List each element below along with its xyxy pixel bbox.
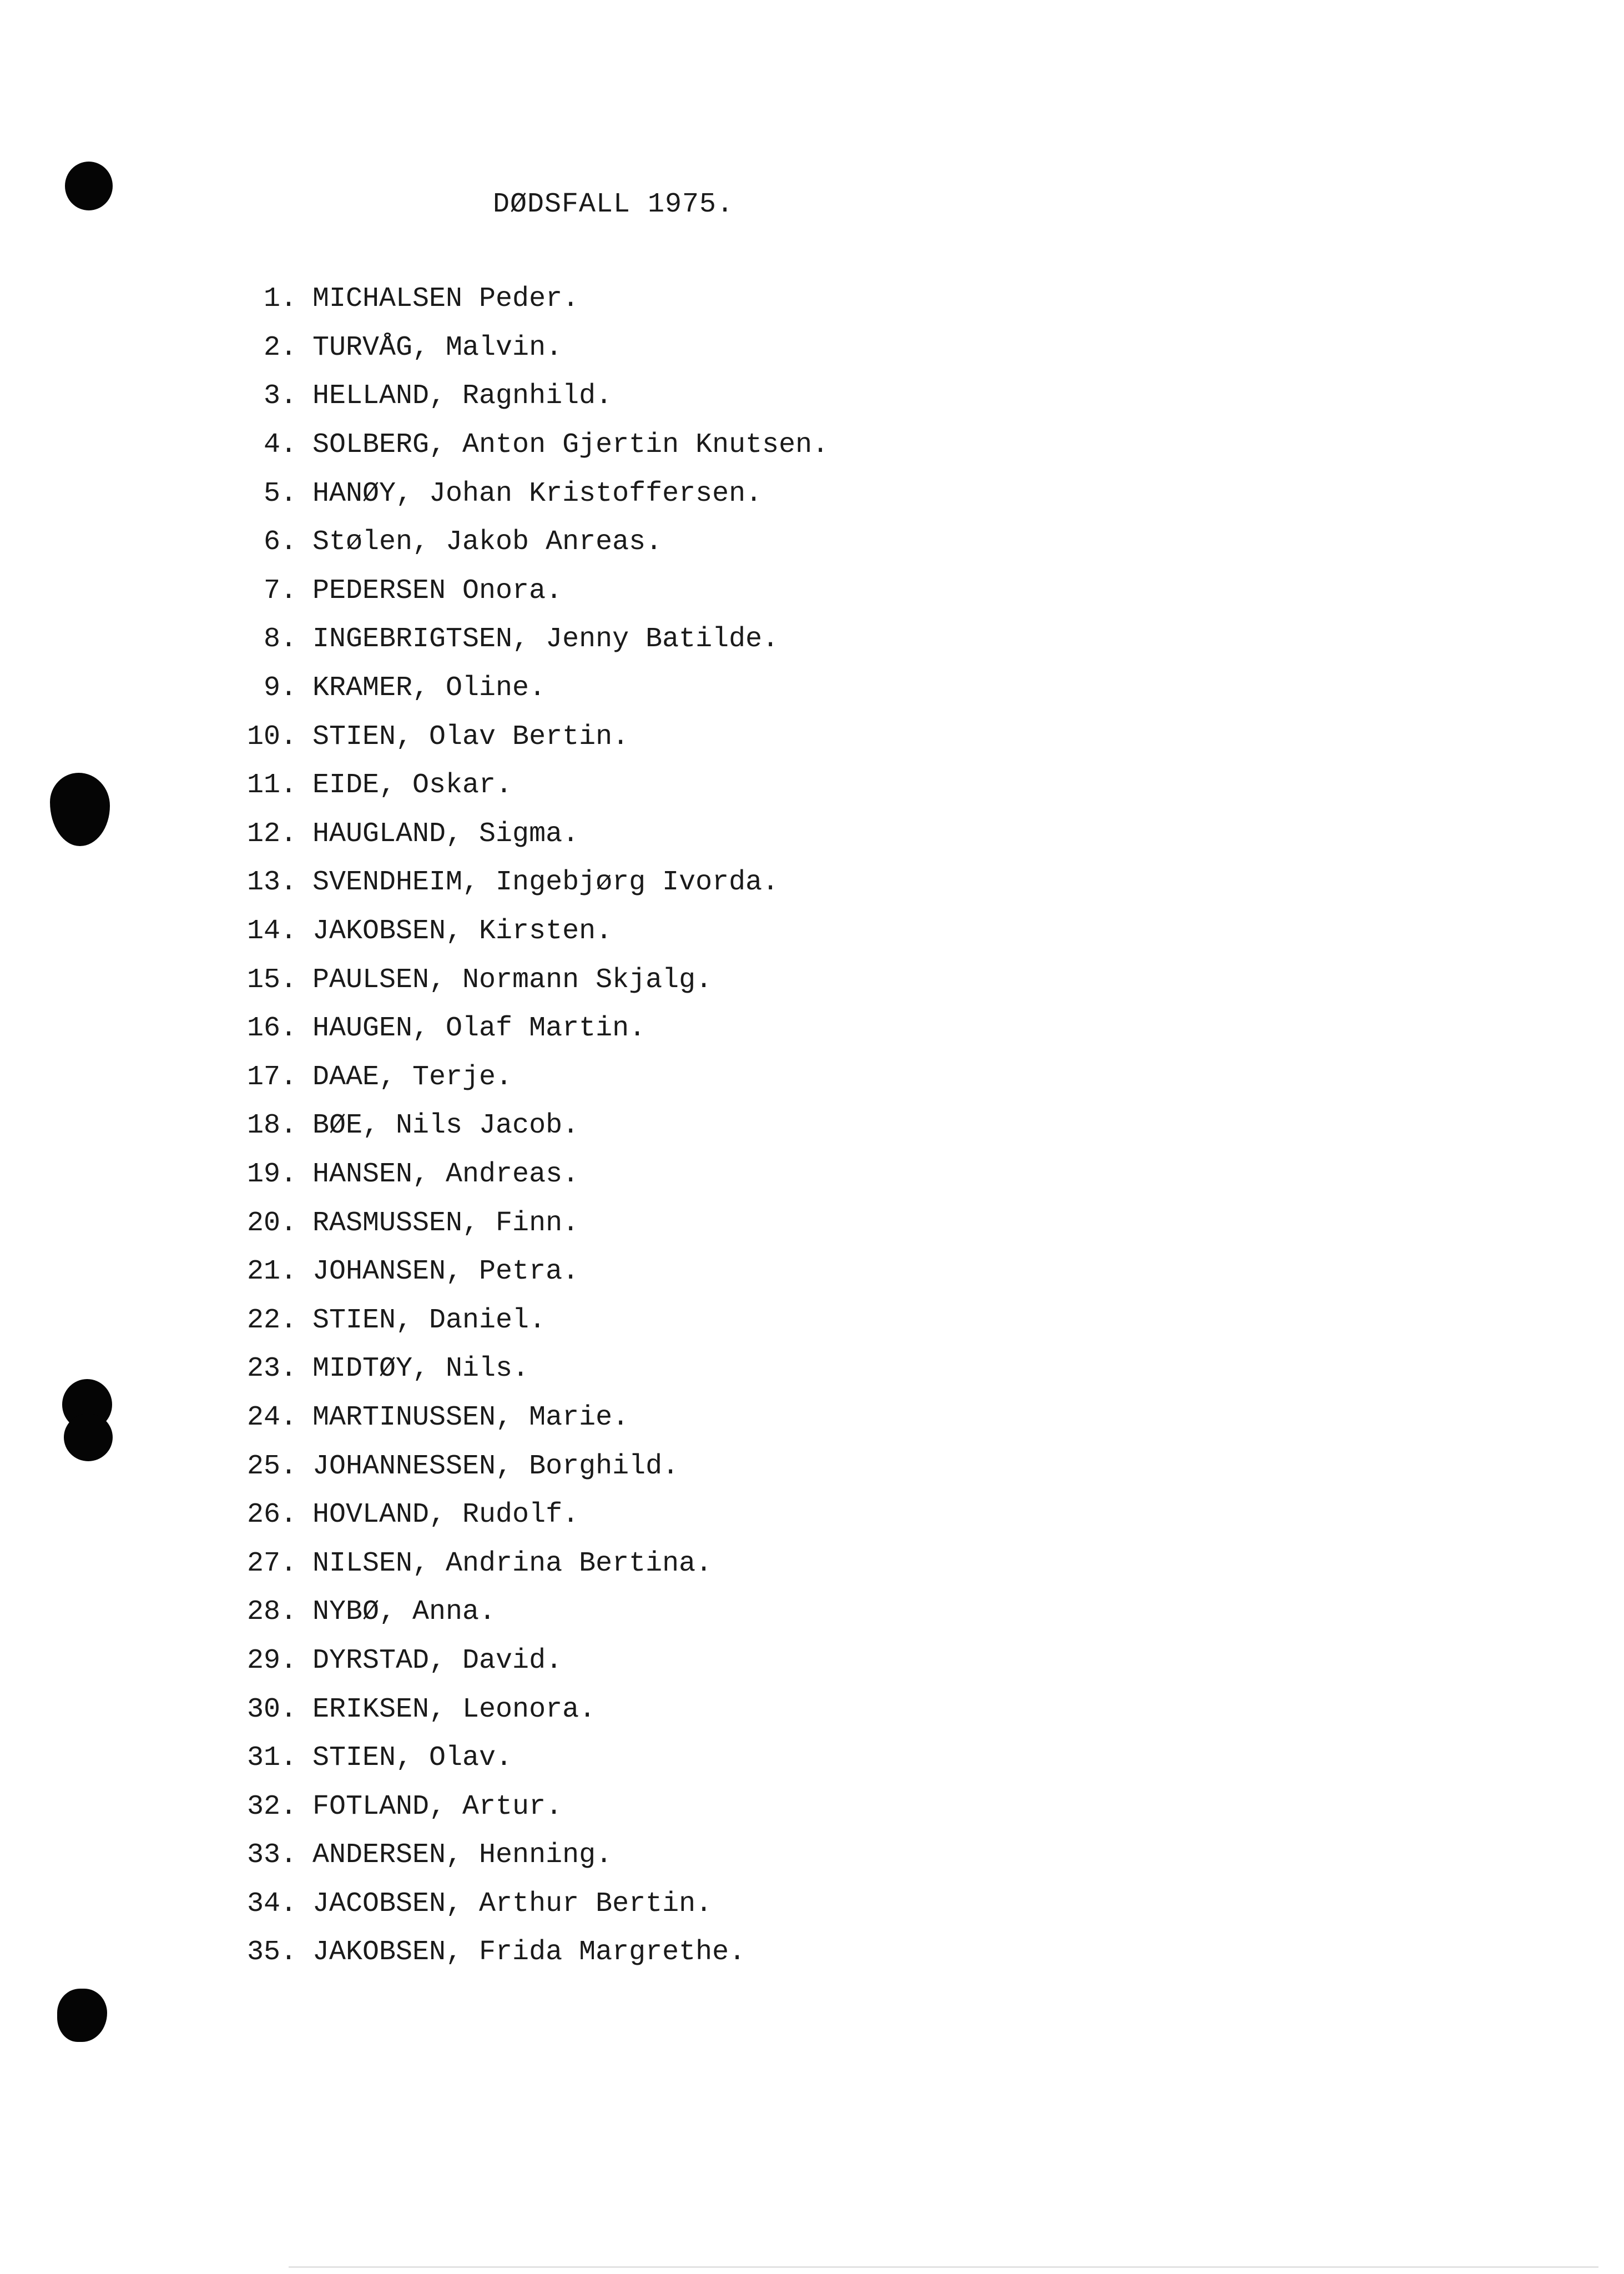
entry-name: DYRSTAD, David. <box>312 1644 563 1677</box>
entry-name: TURVÅG, Malvin. <box>312 331 563 364</box>
entry-name: PAULSEN, Normann Skjalg. <box>312 964 713 996</box>
entry-name: BØE, Nils Jacob. <box>312 1110 579 1142</box>
list-item <box>239 372 829 421</box>
entry-number: 9. <box>263 672 297 705</box>
entry-number: 12. <box>246 818 297 850</box>
list-item <box>239 955 829 1004</box>
entry-number: 27. <box>246 1547 297 1579</box>
entry-name: KRAMER, Oline. <box>312 672 546 705</box>
list-item <box>239 518 829 567</box>
list-item <box>239 810 829 859</box>
entry-number: 21. <box>246 1256 297 1288</box>
list-item <box>239 712 829 761</box>
entry-number: 25. <box>246 1450 297 1482</box>
entry-number: 11. <box>246 769 297 802</box>
entry-name: JAKOBSEN, Kirsten. <box>312 915 613 948</box>
entry-name: NILSEN, Andrina Bertina. <box>312 1547 713 1579</box>
entry-name: RASMUSSEN, Finn. <box>312 1207 579 1239</box>
list-item <box>239 1588 829 1637</box>
entry-number: 17. <box>246 1061 297 1093</box>
entry-name: JAKOBSEN, Frida Margrethe. <box>312 1936 746 1969</box>
punch-hole <box>65 162 113 210</box>
entry-name: HAUGLAND, Sigma. <box>312 818 579 850</box>
list-item <box>239 1928 829 1977</box>
list-item <box>239 907 829 956</box>
entry-name: Stølen, Jakob Anreas. <box>312 526 663 559</box>
list-item <box>239 324 829 373</box>
entry-number: 5. <box>263 477 297 510</box>
entry-name: PEDERSEN Onora. <box>312 575 563 607</box>
deaths-list <box>239 275 829 1977</box>
list-item <box>239 858 829 907</box>
entry-number: 22. <box>246 1304 297 1336</box>
list-item <box>239 1247 829 1296</box>
entry-name: SOLBERG, Anton Gjertin Knutsen. <box>312 429 829 461</box>
list-item <box>239 761 829 810</box>
punch-hole <box>50 773 110 846</box>
entry-number: 34. <box>246 1888 297 1920</box>
scan-edge <box>289 2266 1598 2268</box>
list-item <box>239 1831 829 1880</box>
entry-name: NYBØ, Anna. <box>312 1596 496 1628</box>
entry-name: INGEBRIGTSEN, Jenny Batilde. <box>312 623 779 656</box>
list-item <box>239 615 829 664</box>
entry-number: 3. <box>263 380 297 412</box>
list-item <box>239 1539 829 1588</box>
entry-number: 32. <box>246 1790 297 1823</box>
list-item <box>239 275 829 324</box>
entry-name: EIDE, Oskar. <box>312 769 513 802</box>
entry-number: 8. <box>263 623 297 656</box>
list-item <box>239 1199 829 1247</box>
entry-number: 29. <box>246 1644 297 1677</box>
list-item <box>239 1685 829 1734</box>
entry-number: 30. <box>246 1693 297 1725</box>
entry-number: 6. <box>263 526 297 559</box>
list-item <box>239 1782 829 1831</box>
entry-name: STIEN, Olav Bertin. <box>312 721 629 753</box>
entry-number: 19. <box>246 1158 297 1190</box>
punch-hole <box>64 1413 113 1461</box>
list-item <box>239 1637 829 1686</box>
entry-name: STIEN, Olav. <box>312 1742 513 1774</box>
entry-number: 23. <box>246 1353 297 1385</box>
entry-number: 14. <box>246 915 297 948</box>
entry-number: 10. <box>246 721 297 753</box>
entry-name: JOHANSEN, Petra. <box>312 1256 579 1288</box>
entry-number: 33. <box>246 1839 297 1871</box>
entry-name: JOHANNESSEN, Borghild. <box>312 1450 679 1482</box>
entry-number: 20. <box>246 1207 297 1239</box>
list-item <box>239 1345 829 1393</box>
entry-name: HANØY, Johan Kristoffersen. <box>312 477 763 510</box>
entry-number: 4. <box>263 429 297 461</box>
entry-number: 18. <box>246 1110 297 1142</box>
list-item <box>239 1442 829 1491</box>
list-item <box>239 469 829 518</box>
entry-name: DAAE, Terje. <box>312 1061 513 1093</box>
list-item <box>239 1053 829 1102</box>
list-item <box>239 421 829 470</box>
list-item <box>239 1734 829 1783</box>
entry-name: SVENDHEIM, Ingebjørg Ivorda. <box>312 867 779 899</box>
list-item <box>239 567 829 616</box>
entry-number: 16. <box>246 1013 297 1045</box>
entry-name: MARTINUSSEN, Marie. <box>312 1401 629 1433</box>
entry-number: 2. <box>263 331 297 364</box>
list-item <box>239 1150 829 1199</box>
list-item <box>239 1296 829 1345</box>
entry-name: HELLAND, Ragnhild. <box>312 380 613 412</box>
entry-number: 1. <box>263 283 297 315</box>
entry-name: MICHALSEN Peder. <box>312 283 579 315</box>
entry-number: 26. <box>246 1499 297 1531</box>
entry-number: 13. <box>246 867 297 899</box>
entry-name: HOVLAND, Rudolf. <box>312 1499 579 1531</box>
entry-number: 24. <box>246 1401 297 1433</box>
entry-name: JACOBSEN, Arthur Bertin. <box>312 1888 713 1920</box>
entry-name: HAUGEN, Olaf Martin. <box>312 1013 646 1045</box>
list-item <box>239 1101 829 1150</box>
entry-name: FOTLAND, Artur. <box>312 1790 563 1823</box>
entry-number: 31. <box>246 1742 297 1774</box>
entry-number: 35. <box>246 1936 297 1969</box>
list-item <box>239 1004 829 1053</box>
list-item <box>239 1393 829 1442</box>
entry-name: ERIKSEN, Leonora. <box>312 1693 596 1725</box>
list-item <box>239 664 829 713</box>
entry-name: MIDTØY, Nils. <box>312 1353 529 1385</box>
entry-number: 28. <box>246 1596 297 1628</box>
punch-hole <box>57 1989 107 2042</box>
list-item <box>239 1491 829 1540</box>
list-item <box>239 1880 829 1929</box>
entry-name: STIEN, Daniel. <box>312 1304 546 1336</box>
entry-number: 15. <box>246 964 297 996</box>
document-title: DØDSFALL 1975. <box>493 189 734 220</box>
entry-name: HANSEN, Andreas. <box>312 1158 579 1190</box>
entry-number: 7. <box>263 575 297 607</box>
entry-name: ANDERSEN, Henning. <box>312 1839 613 1871</box>
